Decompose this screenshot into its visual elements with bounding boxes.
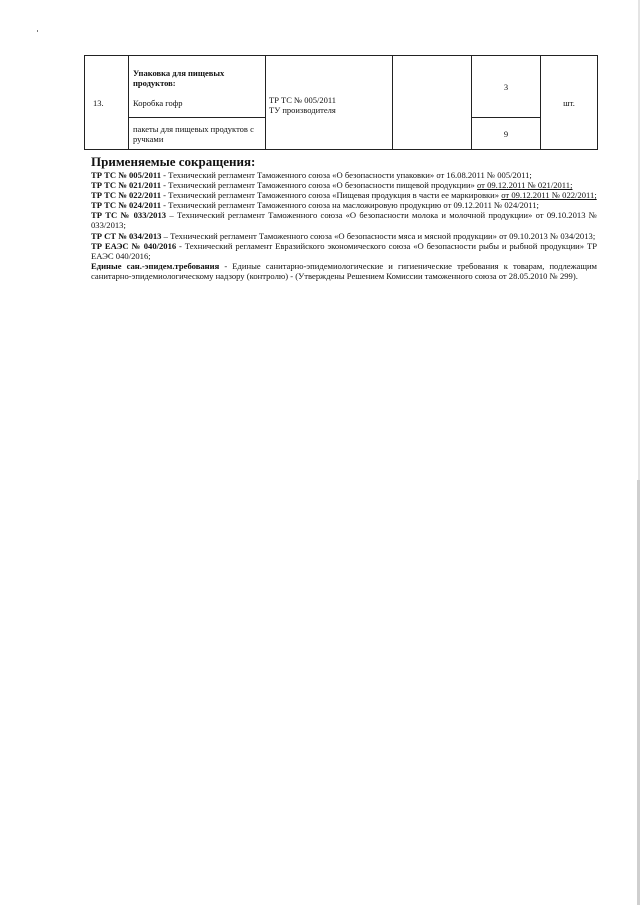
- item-qty: 9: [503, 128, 509, 139]
- unit-cell: [541, 56, 598, 150]
- standard-line: ТР ТС № 005/2011: [269, 94, 337, 105]
- abbreviation-entry: [91, 241, 597, 261]
- empty-cell: [393, 56, 472, 150]
- scan-speck: [37, 30, 38, 32]
- abbreviation-text: – Технический регламент Таможенного союза «О безопасности молока и молочной продукции» от 09.10.2013 № 033/2013;: [91, 210, 597, 231]
- row-number: 13.: [93, 97, 104, 108]
- qty-cell: [472, 118, 541, 150]
- abbreviation-code: ТР ТС № 022/2011: [91, 190, 161, 201]
- abbreviation-code: ТР ЕАЭС № 040/2016: [91, 240, 177, 251]
- table-row: [85, 56, 598, 118]
- abbreviation-entry: [91, 190, 597, 200]
- abbreviation-code: ТР ТС № 021/2011: [91, 180, 161, 191]
- item-name-cell: [129, 118, 266, 150]
- abbreviation-code: ТР СТ № 034/2013: [91, 230, 162, 241]
- abbreviation-entry: [91, 261, 597, 281]
- abbreviation-code: ТР ТС № 005/2011: [91, 170, 161, 180]
- item-name: пакеты для пищевых продуктов с ручками: [133, 123, 254, 144]
- standard-line: ТУ производителя: [269, 104, 336, 115]
- abbreviations-section: [91, 155, 597, 281]
- abbreviation-entry: [91, 170, 597, 180]
- abbreviation-date-ref: от 09.12.2011 № 022/2011;: [501, 190, 597, 201]
- abbreviation-text: - Технический регламент Таможенного союза «О безопасности упаковки» от 16.08.2011 № 005/2011;: [161, 170, 532, 180]
- abbreviation-text: - Технический регламент Таможенного союза «Пищевая продукция в части ее маркировки»: [161, 190, 502, 201]
- abbreviation-text: - Технический регламент Евразийского экономического союза «О безопасности рыбы и рыбной продукции» ТР ЕАЭС 040/2016;: [91, 240, 597, 261]
- abbreviation-entry: [91, 180, 597, 190]
- abbreviation-entry: [91, 210, 597, 230]
- standard-cell: [266, 56, 393, 150]
- abbreviation-entry: [91, 231, 597, 241]
- abbreviation-code: ТР ТС № 024/2011: [91, 200, 161, 211]
- abbreviation-code: ТР ТС № 033/2013: [91, 210, 167, 221]
- products-table: [84, 55, 598, 150]
- item-name-cell: [129, 56, 266, 118]
- abbreviation-entry: [91, 200, 597, 210]
- qty-cell: [472, 56, 541, 118]
- abbreviation-date-ref: от 09.12.2011 № 021/2011;: [477, 180, 573, 191]
- abbreviations-title: Применяемые сокращения:: [91, 154, 256, 169]
- group-title: Упаковка для пищевых продуктов:: [133, 67, 225, 88]
- abbreviation-text: - Технический регламент Таможенного союза «О безопасности пищевой продукции»: [161, 180, 477, 191]
- row-number-cell: [85, 56, 129, 150]
- abbreviation-text: – Технический регламент Таможенного союза «О безопасности мяса и мясной продукции» от 09.10.2013 № 034/2013;: [161, 230, 596, 241]
- item-qty: 3: [503, 81, 509, 92]
- item-name: Коробка гофр: [133, 97, 183, 108]
- unit: шт.: [563, 97, 575, 108]
- abbreviation-text: - Единые санитарно-эпидемиологические и гигиенические требования к товарам, подлежащим санитарно-эпидемиологическому надзору (контролю) - (Утверждены Решением Комиссии таможенного союза от 28.05.2010 № 299).: [91, 260, 597, 281]
- abbreviation-code: Единые сан.-эпидем.требования: [91, 260, 220, 271]
- abbreviation-text: - Технический регламент Таможенного союза на масложировую продукцию от 09.12.2011 № 024/2011;: [161, 200, 539, 211]
